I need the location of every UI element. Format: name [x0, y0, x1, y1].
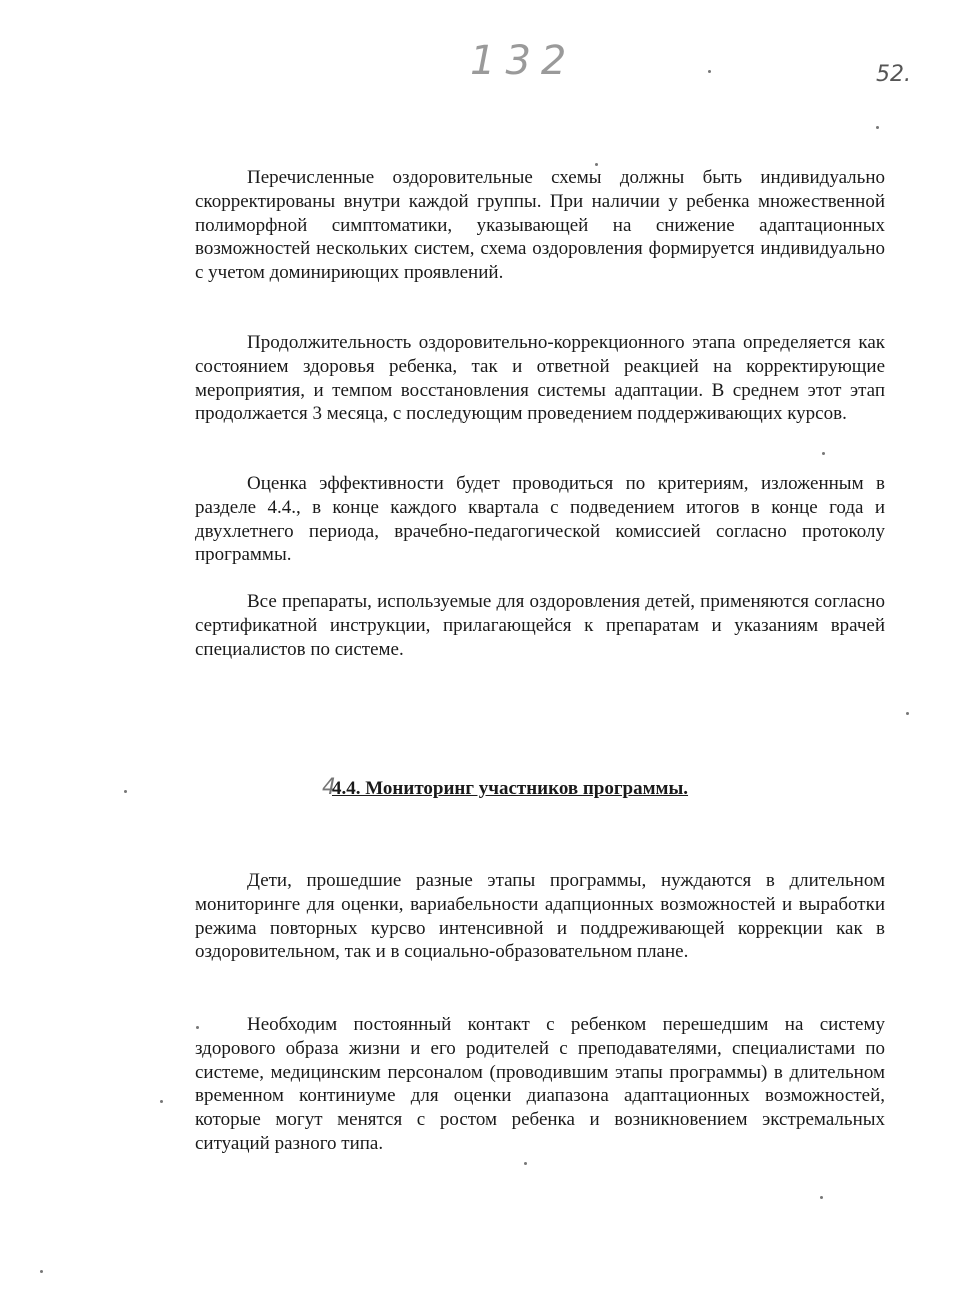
- handwritten-section-prefix: 4: [322, 775, 336, 800]
- scan-speck: [876, 126, 879, 129]
- paragraph-medications: Все препараты, используемые для оздоровления детей, применяются согласно сертификатной инструкции, прилагающейся к препаратам и указаниям врачей специалистов по системе.: [195, 591, 885, 660]
- scan-speck: [820, 1196, 823, 1199]
- section-heading-text: 4.4. Мониторинг участников программы.: [332, 778, 689, 799]
- paragraph-health-schemes: Перечисленные оздоровительные схемы должны быть индивидуально скорректированы внутри каждой группы. При наличии у ребенка множественной полиморфной симптоматики, указывающей на снижение адаптационных возможностей нескольких систем, схема оздоровления формируется индивидуально с учетом доминириющих проявлений.: [195, 167, 885, 284]
- scan-speck: [906, 712, 909, 715]
- handwritten-archive-number: 132: [470, 38, 577, 84]
- scan-speck: [40, 1270, 43, 1273]
- scan-speck: [124, 790, 127, 793]
- paragraph-monitoring-need: Дети, прошедшие разные этапы программы, нуждаются в длительном мониторинге для оценки, вариабельности адапционных возможностей и выработки режима повторных курсво интенсивной и поддреживающей коррекции как в оздоровительном, так и в социально-образовательном плане.: [195, 870, 885, 963]
- scan-speck: [196, 1026, 199, 1029]
- scan-speck: [595, 163, 598, 166]
- paragraph-constant-contact: Необходим постоянный контакт с ребенком перешедшим на систему здорового образа жизни и его родителей с преподавателями, специалистами по системе, медицинским персоналом (проводившим этапы программы) в длительном временном континиуме для оценки диапазона адаптационных возможностей, которые могут менятся с ростом ребенка и возникновением экстремальных ситуаций разного типа.: [195, 1014, 885, 1154]
- section-heading: [322, 775, 688, 800]
- scan-speck: [524, 1162, 527, 1165]
- scan-speck: [160, 1100, 163, 1103]
- handwritten-page-number: 52.: [876, 62, 911, 87]
- scan-speck: [708, 70, 711, 73]
- scan-speck: [822, 452, 825, 455]
- paragraph-stage-duration: Продолжительность оздоровительно-коррекционного этапа определяется как состоянием здоровья ребенка, так и ответной реакцией на корректирующие мероприятия, и темпом восстановления системы адаптации. В среднем этот этап продолжается 3 месяца, с последующим проведением поддерживающих курсов.: [195, 332, 885, 425]
- paragraph-efficiency-assessment: Оценка эффективности будет проводиться по критериям, изложенным в разделе 4.4., в конце каждого квартала с подведением итогов в конце года и двухлетнего периода, врачебно-педагогической комиссией согласно протоколу программы.: [195, 473, 885, 566]
